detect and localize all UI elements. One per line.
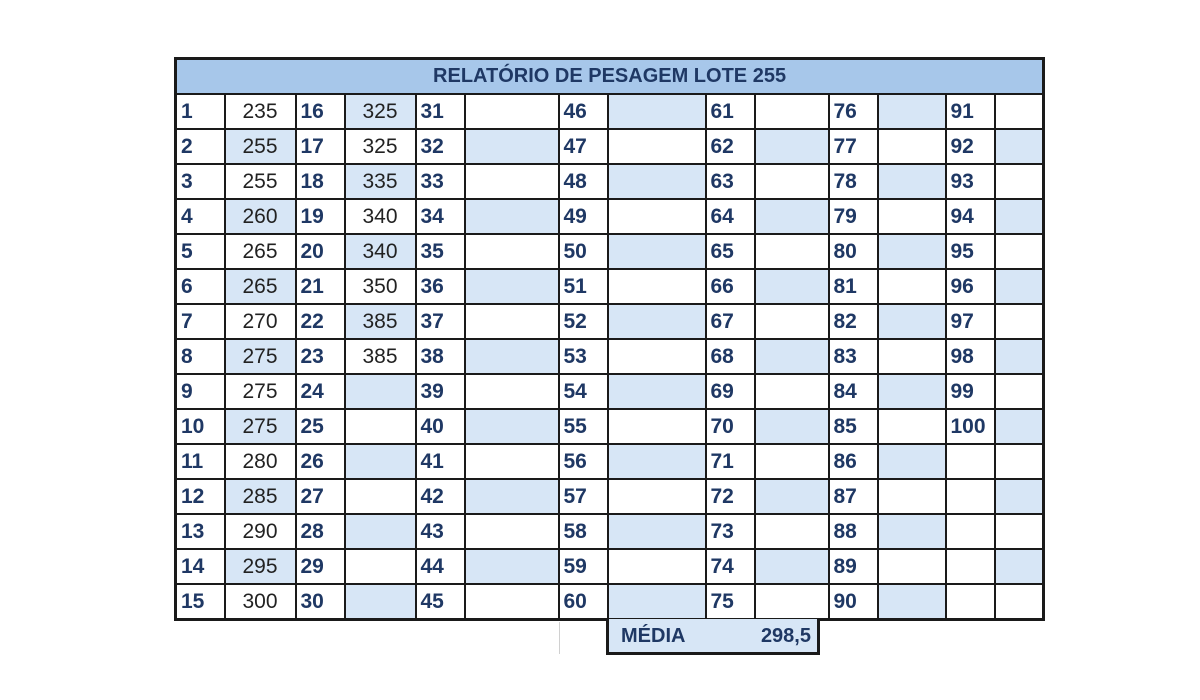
table-row [176,199,1044,234]
weight-value [995,479,1044,514]
item-number: 66 [706,269,755,304]
item-number: 21 [296,269,345,304]
item-number: 24 [296,374,345,409]
table-row [176,514,1044,549]
weight-value [465,374,559,409]
table-row [176,584,1044,620]
item-number: 78 [829,164,878,199]
weight-value: 255 [225,164,296,199]
weight-value [755,409,829,444]
weight-value [345,514,416,549]
weight-value [755,304,829,339]
item-number: 80 [829,234,878,269]
weight-value: 385 [345,304,416,339]
weight-value [608,234,706,269]
item-number: 34 [416,199,465,234]
table-row [176,549,1044,584]
item-number: 90 [829,584,878,620]
item-number: 81 [829,269,878,304]
item-number: 23 [296,339,345,374]
item-number: 93 [946,164,995,199]
average-label: MÉDIA [621,625,686,647]
item-number: 20 [296,234,345,269]
item-number: 11 [176,444,225,479]
item-number: 64 [706,199,755,234]
item-number: 86 [829,444,878,479]
item-number: 19 [296,199,345,234]
weight-value [608,584,706,620]
item-number: 33 [416,164,465,199]
item-number: 5 [176,234,225,269]
weight-value: 255 [225,129,296,164]
item-number: 54 [559,374,608,409]
weight-value [608,479,706,514]
item-number: 97 [946,304,995,339]
report-sheet [174,57,1042,647]
weight-value [755,374,829,409]
item-number: 62 [706,129,755,164]
item-number: 7 [176,304,225,339]
weight-value: 260 [225,199,296,234]
item-number: 8 [176,339,225,374]
weight-value [755,129,829,164]
weight-value [465,269,559,304]
weight-value [755,514,829,549]
item-number: 89 [829,549,878,584]
weight-value [465,584,559,620]
item-number: 82 [829,304,878,339]
item-number: 41 [416,444,465,479]
weight-value: 335 [345,164,416,199]
item-number: 49 [559,199,608,234]
weight-value: 325 [345,129,416,164]
item-number: 56 [559,444,608,479]
weight-value [465,164,559,199]
item-number: 69 [706,374,755,409]
item-number: 84 [829,374,878,409]
item-number: 73 [706,514,755,549]
weight-value: 275 [225,339,296,374]
item-number: 57 [559,479,608,514]
table-row [176,374,1044,409]
item-number: 14 [176,549,225,584]
item-number: 52 [559,304,608,339]
weight-value [465,304,559,339]
item-number: 42 [416,479,465,514]
weight-value [755,234,829,269]
weight-value: 275 [225,409,296,444]
item-number: 75 [706,584,755,620]
weight-value [995,304,1044,339]
item-number: 39 [416,374,465,409]
weight-value [995,584,1044,620]
weight-value [345,479,416,514]
item-number: 30 [296,584,345,620]
item-number: 36 [416,269,465,304]
weight-value: 265 [225,269,296,304]
item-number: 100 [946,409,995,444]
weight-value: 340 [345,234,416,269]
weight-value [878,164,946,199]
cell-gridline [559,622,560,654]
item-number: 77 [829,129,878,164]
weight-value [755,479,829,514]
item-number: 17 [296,129,345,164]
weight-value [345,549,416,584]
item-number: 3 [176,164,225,199]
item-number: 60 [559,584,608,620]
item-number: 92 [946,129,995,164]
table-row [176,409,1044,444]
item-number [946,444,995,479]
weight-value: 290 [225,514,296,549]
weight-value [755,444,829,479]
weight-value [608,549,706,584]
item-number: 87 [829,479,878,514]
weight-value [608,409,706,444]
item-number: 6 [176,269,225,304]
weight-value [995,164,1044,199]
weight-value [878,339,946,374]
item-number: 2 [176,129,225,164]
weight-value [345,374,416,409]
item-number: 43 [416,514,465,549]
item-number: 22 [296,304,345,339]
weight-value [878,444,946,479]
item-number: 79 [829,199,878,234]
weight-value: 265 [225,234,296,269]
item-number: 70 [706,409,755,444]
item-number: 61 [706,94,755,129]
weight-value [608,304,706,339]
item-number: 68 [706,339,755,374]
item-number: 51 [559,269,608,304]
weight-value [345,584,416,620]
weight-value [755,199,829,234]
weight-value: 340 [345,199,416,234]
item-number: 35 [416,234,465,269]
weight-value [995,339,1044,374]
weight-value: 350 [345,269,416,304]
weight-value [878,374,946,409]
table-row [176,339,1044,374]
weight-value [755,94,829,129]
weight-value [995,234,1044,269]
report-title: RELATÓRIO DE PESAGEM LOTE 255 [176,59,1044,95]
item-number [946,549,995,584]
weight-value [465,479,559,514]
item-number: 55 [559,409,608,444]
item-number: 95 [946,234,995,269]
weight-value [465,514,559,549]
weight-value [878,199,946,234]
table-row [176,304,1044,339]
weight-value [878,269,946,304]
weight-value [465,549,559,584]
weight-value [755,164,829,199]
item-number: 16 [296,94,345,129]
item-number: 67 [706,304,755,339]
item-number: 74 [706,549,755,584]
weight-value [608,129,706,164]
weight-value [465,129,559,164]
item-number: 10 [176,409,225,444]
weight-value [608,339,706,374]
weight-value [465,409,559,444]
weight-value [608,269,706,304]
weight-value [465,199,559,234]
weight-value [345,409,416,444]
item-number: 18 [296,164,345,199]
weight-value: 280 [225,444,296,479]
table-row [176,234,1044,269]
weight-value [608,94,706,129]
item-number: 13 [176,514,225,549]
item-number: 9 [176,374,225,409]
item-number: 47 [559,129,608,164]
item-number: 38 [416,339,465,374]
item-number: 94 [946,199,995,234]
item-number: 32 [416,129,465,164]
weight-value [995,549,1044,584]
item-number [946,584,995,620]
item-number: 15 [176,584,225,620]
table-row [176,129,1044,164]
average-box [606,619,820,655]
weight-value [465,444,559,479]
weight-value [995,514,1044,549]
item-number: 12 [176,479,225,514]
item-number: 71 [706,444,755,479]
item-number: 76 [829,94,878,129]
table-row [176,444,1044,479]
item-number: 26 [296,444,345,479]
item-number: 59 [559,549,608,584]
item-number: 1 [176,94,225,129]
weight-value: 325 [345,94,416,129]
item-number: 58 [559,514,608,549]
item-number: 40 [416,409,465,444]
weight-value [878,479,946,514]
item-number: 98 [946,339,995,374]
table-row [176,164,1044,199]
weight-value [608,199,706,234]
weight-value: 285 [225,479,296,514]
weight-value [755,339,829,374]
weight-value [878,234,946,269]
item-number: 50 [559,234,608,269]
weight-value [878,94,946,129]
weight-value [755,549,829,584]
item-number: 83 [829,339,878,374]
average-value: 298,5 [760,625,811,647]
weight-value: 275 [225,374,296,409]
item-number: 99 [946,374,995,409]
item-number: 72 [706,479,755,514]
weight-value [995,444,1044,479]
item-number: 63 [706,164,755,199]
item-number: 4 [176,199,225,234]
weight-value [995,374,1044,409]
item-number: 65 [706,234,755,269]
weight-value [465,94,559,129]
report-body [176,94,1044,620]
item-number: 45 [416,584,465,620]
weight-value [608,164,706,199]
table-row [176,94,1044,129]
weight-value: 235 [225,94,296,129]
item-number: 48 [559,164,608,199]
item-number: 85 [829,409,878,444]
weight-value: 270 [225,304,296,339]
weight-value [345,444,416,479]
weight-value [878,304,946,339]
weight-value [878,409,946,444]
weight-value [995,199,1044,234]
weight-value [755,269,829,304]
weight-value: 300 [225,584,296,620]
weight-value [995,269,1044,304]
item-number: 31 [416,94,465,129]
table-row [176,269,1044,304]
weight-value [608,444,706,479]
item-number [946,514,995,549]
item-number: 96 [946,269,995,304]
weighing-report-table [174,57,1045,621]
item-number: 44 [416,549,465,584]
table-row [176,479,1044,514]
weight-value [465,339,559,374]
weight-value [995,94,1044,129]
item-number: 25 [296,409,345,444]
item-number: 29 [296,549,345,584]
weight-value [608,514,706,549]
item-number: 28 [296,514,345,549]
weight-value: 295 [225,549,296,584]
weight-value [878,129,946,164]
item-number: 53 [559,339,608,374]
weight-value: 385 [345,339,416,374]
item-number: 37 [416,304,465,339]
item-number: 88 [829,514,878,549]
weight-value [878,584,946,620]
weight-value [878,549,946,584]
item-number [946,479,995,514]
weight-value [878,514,946,549]
weight-value [995,409,1044,444]
weight-value [465,234,559,269]
weight-value [608,374,706,409]
weight-value [755,584,829,620]
item-number: 46 [559,94,608,129]
item-number: 91 [946,94,995,129]
item-number: 27 [296,479,345,514]
weight-value [995,129,1044,164]
